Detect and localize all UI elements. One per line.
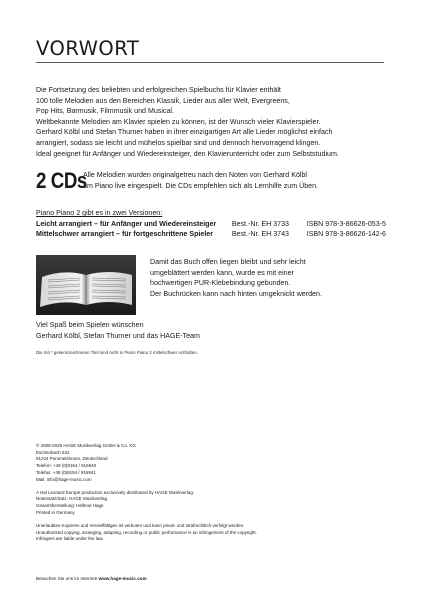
- intro-paragraph: [36, 85, 386, 159]
- version-row: [36, 219, 386, 230]
- imprint-line: Mail: info@hage-music.com: [36, 476, 92, 482]
- website-link[interactable]: www.hage-music.com: [98, 576, 147, 581]
- versions-section: [36, 208, 386, 240]
- imprint-line: Telefax: +49 (0)9154 / 916941: [36, 469, 96, 475]
- version-isbn: ISBN 978-3-86626-142-6: [306, 230, 386, 239]
- imprint-line: © 2008-2025 HAGE Musikverlag GmbH & Co. KG: [36, 443, 136, 448]
- cds-line: Alle Melodien wurden originalgetreu nach den Noten von Gerhard Kölbl: [83, 171, 307, 179]
- intro-line: Die Fortsetzung des beliebten und erfolgreichen Spielbuchs für Klavier enthält: [36, 86, 281, 94]
- open-book-image: [36, 255, 136, 315]
- cds-description: [83, 170, 318, 191]
- imprint-line: Unauthorized copying, arranging, adapting, recording or public performance is an infringement of the copyright.: [36, 529, 257, 535]
- closing-line: Gerhard Kölbl, Stefan Thurner und das HAGE-Team: [36, 331, 200, 340]
- imprint: [36, 443, 257, 543]
- open-book-photo: [36, 255, 136, 315]
- versions-heading: Piano Piano 2 gibt es in zwei Versionen:: [36, 209, 163, 217]
- intro-line: arrangiert, sodass sie leicht und mühelos spielbar sind und dennoch hervorragend klingen.: [36, 138, 321, 147]
- version-row: [36, 229, 386, 240]
- version-bestnr: Best.-Nr. EH 3743: [231, 230, 289, 239]
- closing-line: Viel Spaß beim Spielen wünschen: [36, 321, 144, 329]
- intro-line: Gerhard Kölbl und Stefan Thurner haben in ihrer einzigartigen Art alle Lieder möglichst einfach: [36, 128, 333, 137]
- imprint-line: Notensatz/Satz: HAGE Musikverlag: [36, 496, 108, 502]
- footnote: Die mit * gekennzeichneten Titel sind nicht in Piano Piano 2 mittelschwer enthalten.: [36, 350, 198, 355]
- imprint-line: A Hal Leonard Europe production exclusively distributed by HAGE Musikverlag.: [36, 489, 195, 495]
- version-label: Leicht arrangiert – für Anfänger und Wiedereinsteiger: [36, 219, 217, 228]
- version-label: Mittelschwer arrangiert – für fortgeschrittene Spieler: [36, 230, 213, 239]
- imprint-line: Printed in Germany: [36, 509, 75, 515]
- binding-description: [150, 257, 322, 299]
- imprint-line: Telefon: +49 (0)9154 / 916940: [36, 463, 97, 469]
- binding-line: umgeblättert werden kann, wurde es mit einer: [150, 268, 294, 277]
- binding-line: hochwertigen PUR-Klebebindung gebunden.: [150, 279, 291, 288]
- imprint-line: Gesamtherstellung: Hellmut Hage: [36, 503, 104, 509]
- imprint-line: 91224 Pommelsbrunn, Deutschland: [36, 456, 108, 462]
- page-title: VORWORT: [36, 37, 140, 60]
- website-prefix: Besuchen Sie uns im Internet!: [36, 576, 98, 581]
- website-note: [36, 576, 147, 581]
- intro-line: Ideal geeignet für Anfänger und Wiedereinsteiger, den Klavierunterricht oder zum Selbststudium.: [36, 149, 339, 158]
- closing-greeting: [36, 320, 200, 341]
- imprint-line: Unerlaubtes Kopieren und Vervielfältigen ist verboten und kann privat- und strafrechtlich verfolgt werden.: [36, 523, 245, 529]
- imprint-line: Infringers are liable under the law.: [36, 536, 104, 542]
- intro-line: Weltbekannte Melodien am Klavier spielen zu können, ist der Wunsch vieler Klavierspieler.: [36, 117, 321, 126]
- binding-line: Damit das Buch offen liegen bleibt und sehr leicht: [150, 258, 306, 266]
- intro-line: 100 tolle Melodien aus den Bereichen Klassik, Lieder aus aller Welt, Evergreens,: [36, 96, 290, 105]
- intro-line: Pop Hits, Barmusik, Filmmusik und Musical.: [36, 107, 174, 116]
- cds-label: 2 CDs: [36, 168, 87, 193]
- version-bestnr: Best.-Nr. EH 3733: [231, 219, 289, 228]
- cds-line: am Piano live eingespielt. Die CDs empfehlen sich als Lernhilfe zum Üben.: [83, 181, 318, 190]
- version-isbn: ISBN 978-3-86626-053-5: [306, 219, 386, 228]
- binding-line: Der Buchrücken kann nach hinten umgeknickt werden.: [150, 289, 322, 298]
- title-divider: [36, 62, 384, 63]
- imprint-line: Eschenbach 542: [36, 449, 70, 455]
